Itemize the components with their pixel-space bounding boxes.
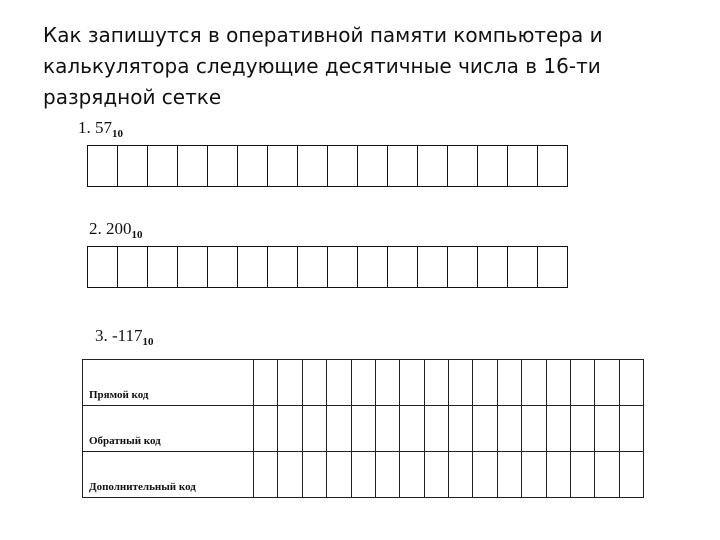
- bit-cell[interactable]: [473, 360, 497, 406]
- bit-cell[interactable]: [595, 360, 619, 406]
- bit-cell[interactable]: [595, 452, 619, 498]
- bit-cell[interactable]: [327, 406, 351, 452]
- bit-cell[interactable]: [538, 247, 567, 287]
- bit-cell[interactable]: [178, 146, 208, 186]
- bit-cell[interactable]: [449, 452, 473, 498]
- bit-cell[interactable]: [88, 146, 118, 186]
- bit-cell[interactable]: [254, 452, 278, 498]
- bit-cell[interactable]: [351, 406, 375, 452]
- bit-cell[interactable]: [473, 452, 497, 498]
- bit-cell[interactable]: [546, 360, 570, 406]
- bit-cell[interactable]: [148, 146, 178, 186]
- bit-cell[interactable]: [522, 360, 546, 406]
- bit-cell[interactable]: [298, 146, 328, 186]
- bit-cell[interactable]: [449, 406, 473, 452]
- bit-cell[interactable]: [278, 452, 302, 498]
- bit-cell[interactable]: [268, 247, 298, 287]
- bit-cell[interactable]: [351, 452, 375, 498]
- bit-cell[interactable]: [148, 247, 178, 287]
- bit-cell[interactable]: [449, 360, 473, 406]
- bit-cell[interactable]: [358, 146, 388, 186]
- bit-cell[interactable]: [418, 247, 448, 287]
- bit-cell[interactable]: [254, 360, 278, 406]
- bit-cell[interactable]: [478, 247, 508, 287]
- row-label-inverse-code: Обратный код: [83, 406, 254, 452]
- bit-cell[interactable]: [424, 406, 448, 452]
- table-row: [83, 452, 644, 498]
- bit-cell[interactable]: [595, 406, 619, 452]
- bit-cell[interactable]: [546, 406, 570, 452]
- bit-cell[interactable]: [400, 452, 424, 498]
- bit-cell[interactable]: [302, 360, 326, 406]
- bit-cell[interactable]: [208, 247, 238, 287]
- bit-cell[interactable]: [546, 452, 570, 498]
- item-1-base: 10: [112, 128, 123, 140]
- item-2-label: [89, 219, 143, 241]
- item-2-prefix: 2.: [89, 219, 106, 238]
- bit-cell[interactable]: [538, 146, 567, 186]
- bit-cell[interactable]: [497, 360, 521, 406]
- bit-cell[interactable]: [302, 452, 326, 498]
- bit-cell[interactable]: [254, 406, 278, 452]
- bit-cell[interactable]: [327, 360, 351, 406]
- bit-cell[interactable]: [278, 360, 302, 406]
- bit-cell[interactable]: [208, 146, 238, 186]
- codes-table: [82, 359, 644, 498]
- bit-cell[interactable]: [351, 360, 375, 406]
- bit-cell[interactable]: [473, 406, 497, 452]
- bit-cell[interactable]: [619, 406, 643, 452]
- bit-cell[interactable]: [400, 406, 424, 452]
- bit-cell[interactable]: [570, 406, 594, 452]
- bit-cell[interactable]: [522, 452, 546, 498]
- bit-cell[interactable]: [298, 247, 328, 287]
- bit-cell[interactable]: [328, 247, 358, 287]
- bit-cell[interactable]: [522, 406, 546, 452]
- bit-cell[interactable]: [508, 146, 538, 186]
- bit-cell[interactable]: [400, 360, 424, 406]
- bit-cell[interactable]: [570, 452, 594, 498]
- row-label-direct-code: Прямой код: [83, 360, 254, 406]
- bit-cell[interactable]: [238, 247, 268, 287]
- bit-cell[interactable]: [619, 452, 643, 498]
- bit-cell[interactable]: [327, 452, 351, 498]
- bit-cell[interactable]: [375, 406, 399, 452]
- bit-cell[interactable]: [358, 247, 388, 287]
- bit-cell[interactable]: [375, 360, 399, 406]
- table-row: [83, 406, 644, 452]
- bit-cell[interactable]: [448, 146, 478, 186]
- row-label-twos-complement-code: Дополнительный код: [83, 452, 254, 498]
- bit-cell[interactable]: [278, 406, 302, 452]
- item-2-number: 200: [106, 219, 132, 238]
- bit-cell[interactable]: [570, 360, 594, 406]
- bit-cell[interactable]: [508, 247, 538, 287]
- bit-cell[interactable]: [178, 247, 208, 287]
- table-row: [83, 360, 644, 406]
- bit-cell[interactable]: [418, 146, 448, 186]
- bit-cell[interactable]: [424, 452, 448, 498]
- bit-cell[interactable]: [619, 360, 643, 406]
- item-1-prefix: 1.: [78, 118, 95, 137]
- item-3-prefix: 3.: [95, 326, 112, 345]
- bit-cell[interactable]: [424, 360, 448, 406]
- bit-cell[interactable]: [497, 452, 521, 498]
- item-3-base: 10: [142, 336, 154, 348]
- item-3-number: -117: [112, 326, 143, 345]
- bit-cell[interactable]: [328, 146, 358, 186]
- item-1-label: [78, 118, 123, 140]
- bit-cell[interactable]: [375, 452, 399, 498]
- item-1-number: 57: [95, 118, 112, 137]
- bit-cell[interactable]: [302, 406, 326, 452]
- bit-cell[interactable]: [238, 146, 268, 186]
- bit-cell[interactable]: [88, 247, 118, 287]
- bit-cell[interactable]: [497, 406, 521, 452]
- bit-grid-1: [87, 145, 568, 187]
- bit-cell[interactable]: [388, 146, 418, 186]
- bit-cell[interactable]: [388, 247, 418, 287]
- item-3-label: [95, 326, 154, 348]
- bit-cell[interactable]: [268, 146, 298, 186]
- bit-cell[interactable]: [448, 247, 478, 287]
- item-2-base: 10: [131, 229, 143, 241]
- task-title: Как запишутся в оперативной памяти компьютера и калькулятора следующие десятичные числа в 16-ти разрядной сетке: [43, 23, 603, 109]
- bit-cell[interactable]: [478, 146, 508, 186]
- bit-cell[interactable]: [118, 247, 148, 287]
- bit-cell[interactable]: [118, 146, 148, 186]
- bit-grid-2: [87, 246, 568, 288]
